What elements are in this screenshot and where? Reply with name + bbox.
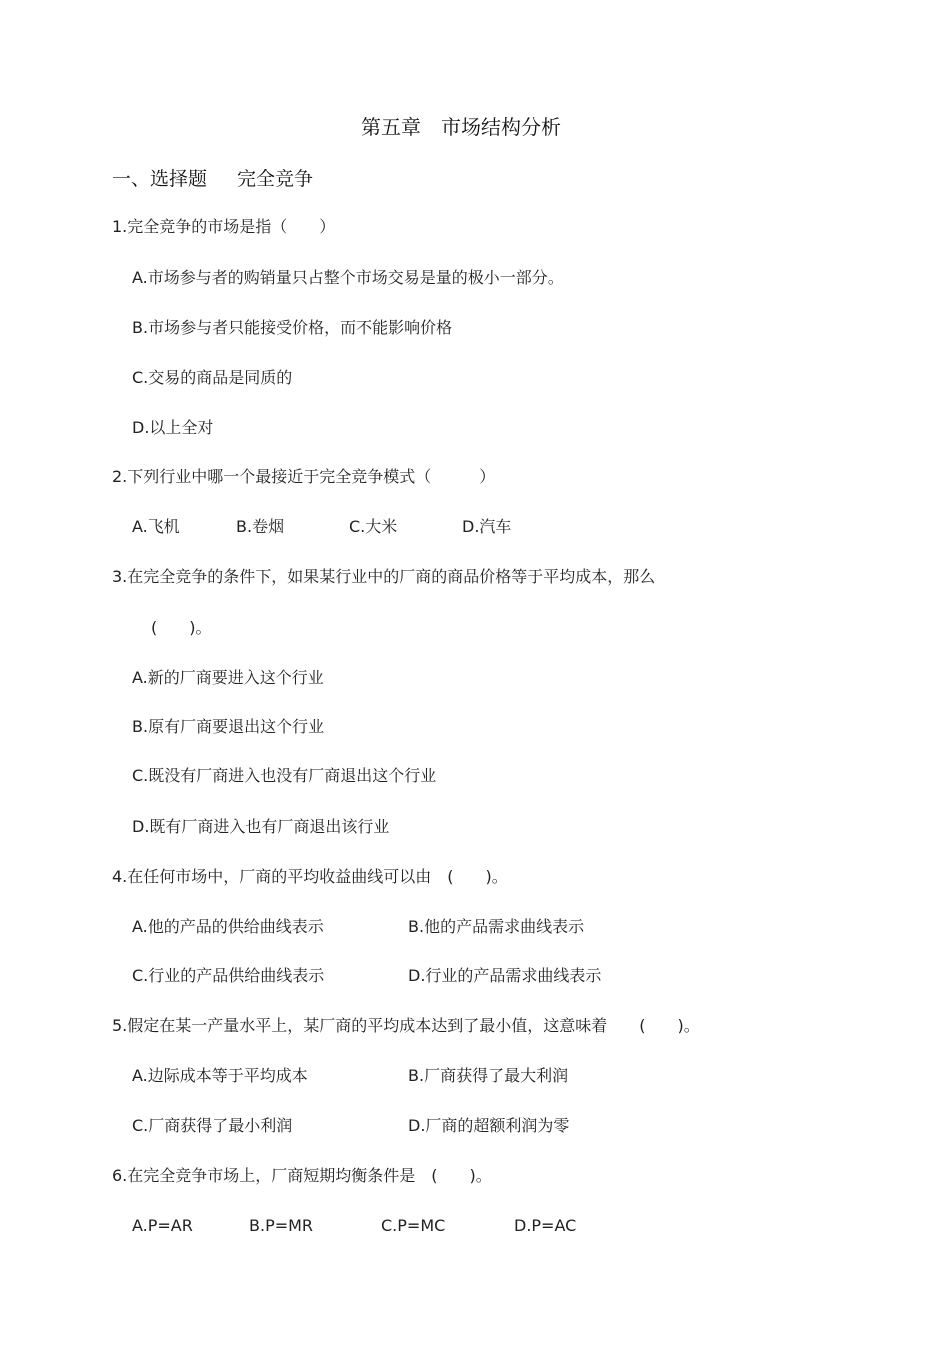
question-1-option-c: C.交易的商品是同质的 <box>132 368 293 387</box>
question-6-stem: 6.在完全竞争市场上，厂商短期均衡条件是 ( )。 <box>112 1166 492 1185</box>
question-4-option-d: D.行业的产品需求曲线表示 <box>408 966 602 985</box>
question-3-option-c: C.既没有厂商进入也没有厂商退出这个行业 <box>132 766 437 785</box>
question-2-option-a: A.飞机 <box>132 517 180 536</box>
section-prefix: 一、选择题 <box>112 168 208 190</box>
question-2-option-d: D.汽车 <box>462 517 512 536</box>
question-1-option-d: D.以上全对 <box>132 418 214 437</box>
question-1-stem: 1.完全竞争的市场是指（ ） <box>112 217 336 236</box>
question-5-option-c: C.厂商获得了最小利润 <box>132 1116 293 1135</box>
question-5-option-b: B.厂商获得了最大利润 <box>408 1066 569 1085</box>
section-heading <box>112 166 313 192</box>
question-6-option-c: C.P=MC <box>381 1216 446 1235</box>
question-5-option-d: D.厂商的超额利润为零 <box>408 1116 570 1135</box>
question-1-option-b: B.市场参与者只能接受价格，而不能影响价格 <box>132 318 453 337</box>
question-3-option-d: D.既有厂商进入也有厂商退出该行业 <box>132 817 390 836</box>
question-4-option-c: C.行业的产品供给曲线表示 <box>132 966 325 985</box>
chapter-title: 第五章 市场结构分析 <box>361 115 561 139</box>
question-3-option-a: A.新的厂商要进入这个行业 <box>132 668 324 687</box>
question-2-option-b: B.卷烟 <box>236 517 285 536</box>
section-topic: 完全竞争 <box>237 168 314 190</box>
question-6-option-b: B.P=MR <box>249 1216 314 1235</box>
question-5-option-a: A.边际成本等于平均成本 <box>132 1066 308 1085</box>
question-6-option-a: A.P=AR <box>132 1216 193 1235</box>
question-6-option-d: D.P=AC <box>514 1216 577 1235</box>
question-3-stem: 3.在完全竞争的条件下，如果某行业中的厂商的商品价格等于平均成本，那么 <box>112 567 656 586</box>
question-3-option-b: B.原有厂商要退出这个行业 <box>132 717 325 736</box>
question-4-stem: 4.在任何市场中，厂商的平均收益曲线可以由 ( )。 <box>112 867 508 886</box>
question-5-stem: 5.假定在某一产量水平上，某厂商的平均成本达到了最小值，这意味着 ( )。 <box>112 1016 700 1035</box>
question-4-option-b: B.他的产品需求曲线表示 <box>408 917 585 936</box>
question-4-option-a: A.他的产品的供给曲线表示 <box>132 917 324 936</box>
question-3-stem-continuation: ( )。 <box>151 618 212 637</box>
question-2-stem: 2.下列行业中哪一个最接近于完全竞争模式（ ） <box>112 467 496 486</box>
question-2-option-c: C.大米 <box>349 517 398 536</box>
question-1-option-a: A.市场参与者的购销量只占整个市场交易是量的极小一部分。 <box>132 268 564 287</box>
